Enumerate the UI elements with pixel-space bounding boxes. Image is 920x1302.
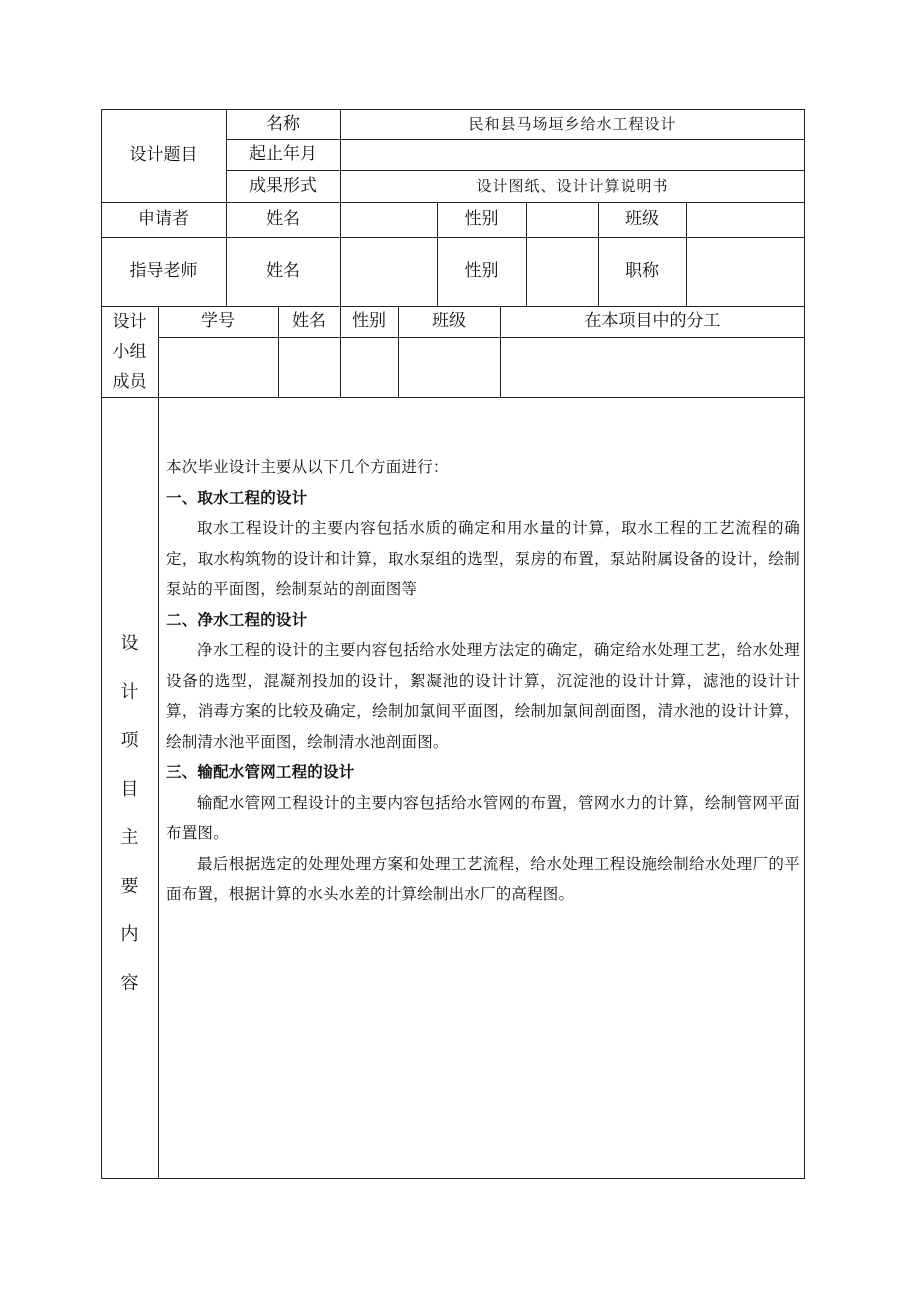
main-label-char: 目 bbox=[120, 778, 139, 800]
column-header-role: 在本项目中的分工 bbox=[584, 311, 721, 331]
applicant-class-label: 班级 bbox=[625, 209, 659, 229]
col-divider bbox=[158, 306, 159, 1179]
applicant-label: 申请者 bbox=[138, 209, 189, 229]
applicant-name-label: 姓名 bbox=[266, 209, 300, 229]
column-header-name: 姓名 bbox=[292, 311, 326, 331]
advisor-label: 指导老师 bbox=[129, 261, 198, 281]
advisor-name-label: 姓名 bbox=[266, 261, 300, 281]
section-2-title: 二、净水工程的设计 bbox=[166, 609, 308, 629]
main-label-char: 主 bbox=[120, 827, 139, 848]
section-3-title: 三、输配水管网工程的设计 bbox=[166, 762, 355, 781]
column-header-gender: 性别 bbox=[352, 311, 386, 331]
main-label-char: 设 bbox=[120, 633, 139, 654]
row-divider bbox=[158, 337, 805, 338]
period-value bbox=[340, 139, 805, 170]
group-label-line: 成员 bbox=[112, 372, 147, 392]
advisor-gender-label: 性别 bbox=[464, 261, 499, 281]
section-3-body: 输配水管网工程设计的主要内容包括给水管网的布置，管网水力的计算，绘制管网平面布置图。 bbox=[166, 793, 800, 842]
col-divider bbox=[686, 202, 687, 306]
row-divider bbox=[101, 397, 805, 398]
project-name: 民和县马场垣乡给水工程设计 bbox=[468, 114, 677, 133]
closing-text: 最后根据选定的处理处理方案和处理工艺流程，给水处理工程设施绘制给水处理厂的平面布置，根据计算的水头水差的计算绘制出水厂的高程图。 bbox=[166, 854, 800, 903]
design-topic-label: 设计题目 bbox=[129, 145, 198, 165]
main-label-char: 内 bbox=[120, 924, 139, 945]
main-label-char: 项 bbox=[120, 730, 139, 751]
column-header-student-id: 学号 bbox=[201, 311, 235, 331]
main-label-char: 计 bbox=[120, 681, 139, 703]
output-value: 设计图纸、设计计算说明书 bbox=[476, 176, 669, 195]
advisor-title-label: 职称 bbox=[625, 261, 659, 281]
group-label-line: 小组 bbox=[112, 342, 147, 362]
section-2-body: 净水工程的设计的主要内容包括给水处理方法定的确定，确定给水处理工艺，给水处理设备的选型，混凝剂投加的设计，絮凝池的设计计算，沉淀池的设计计算，滤池的设计计算，消毒方案的比较及确定，绘制加氯间平面图，绘制加氯间剖面图，清水池的设计计算，绘制清水池平面图，绘制清水池剖面图。 bbox=[166, 641, 800, 751]
col-divider bbox=[526, 202, 527, 306]
section-1-body: 取水工程设计的主要内容包括水质的确定和用水量的计算，取水工程的工艺流程的确定，取水构筑物的设计和计算，取水泵组的选型，泵房的布置，泵站附属设备的设计，绘制泵站的平面图，绘制泵站的剖面图等 bbox=[166, 519, 800, 598]
main-content-body bbox=[166, 452, 800, 910]
name-label: 名称 bbox=[266, 113, 300, 134]
section-1-title: 一、取水工程的设计 bbox=[166, 487, 308, 507]
applicant-gender-label: 性别 bbox=[464, 209, 499, 229]
main-content-label bbox=[101, 620, 158, 1008]
intro-text: 本次毕业设计主要从以下几个方面进行： bbox=[166, 458, 449, 476]
group-label-line: 设计 bbox=[112, 312, 147, 332]
group-members-label bbox=[101, 306, 158, 398]
output-label: 成果形式 bbox=[249, 175, 317, 196]
period-label: 起止年月 bbox=[249, 144, 317, 164]
column-header-class: 班级 bbox=[432, 311, 466, 331]
main-label-char: 容 bbox=[120, 972, 139, 994]
main-label-char: 要 bbox=[120, 875, 139, 897]
